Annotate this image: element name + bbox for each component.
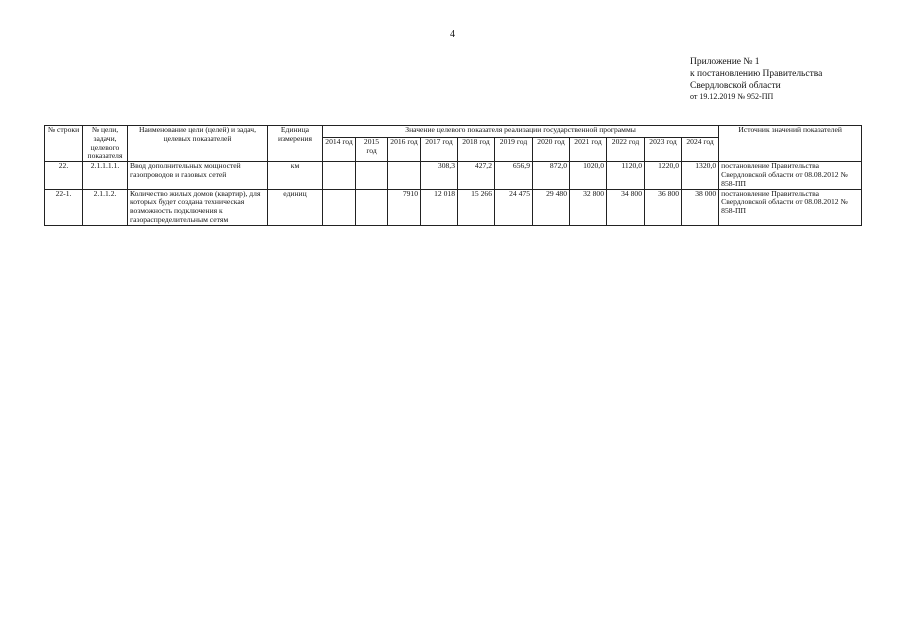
cell-goal-no: 2.1.1.1.1.	[83, 162, 128, 189]
header-year: 2017 год	[421, 138, 458, 162]
cell-value: 29 480	[533, 189, 570, 225]
cell-value	[388, 162, 421, 189]
header-year: 2023 год	[645, 138, 682, 162]
cell-value: 12 018	[421, 189, 458, 225]
header-unit: Единица измерения	[268, 126, 323, 162]
header-goal-no: № цели, задачи, целевого показателя	[83, 126, 128, 162]
header-year: 2016 год	[388, 138, 421, 162]
cell-value: 1220,0	[645, 162, 682, 189]
header-year: 2015 год	[356, 138, 388, 162]
targets-table	[44, 125, 862, 226]
cell-value: 15 266	[458, 189, 495, 225]
header-year: 2021 год	[570, 138, 607, 162]
cell-value: 7910	[388, 189, 421, 225]
cell-value: 1120,0	[607, 162, 645, 189]
cell-name: Ввод дополнительных мощностей газопроводов и газовых сетей	[128, 162, 268, 189]
appendix-header	[690, 56, 890, 102]
appendix-title: Приложение № 1	[690, 57, 760, 67]
appendix-region: Свердловской области	[690, 81, 781, 91]
cell-value: 872,0	[533, 162, 570, 189]
cell-value: 427,2	[458, 162, 495, 189]
header-year: 2024 год	[682, 138, 719, 162]
cell-goal-no: 2.1.1.2.	[83, 189, 128, 225]
cell-value: 1020,0	[570, 162, 607, 189]
header-year: 2020 год	[533, 138, 570, 162]
cell-value: 1320,0	[682, 162, 719, 189]
header-year: 2014 год	[323, 138, 356, 162]
header-year: 2018 год	[458, 138, 495, 162]
cell-row-no: 22.	[45, 162, 83, 189]
cell-value	[323, 189, 356, 225]
cell-row-no: 22-1.	[45, 189, 83, 225]
cell-value: 24 475	[495, 189, 533, 225]
cell-value	[356, 162, 388, 189]
cell-value: 34 800	[607, 189, 645, 225]
cell-value	[356, 189, 388, 225]
cell-value: 36 800	[645, 189, 682, 225]
cell-value: 38 000	[682, 189, 719, 225]
header-year: 2022 год	[607, 138, 645, 162]
table-row	[45, 189, 862, 225]
cell-value: 656,9	[495, 162, 533, 189]
header-source: Источник значений показателей	[719, 126, 862, 162]
header-values-group: Значение целевого показателя реализации государственной программы	[323, 126, 719, 138]
appendix-date: от 19.12.2019 № 952-ПП	[690, 92, 774, 101]
page-number: 4	[450, 29, 455, 40]
header-year: 2019 год	[495, 138, 533, 162]
cell-unit: км	[268, 162, 323, 189]
cell-value: 308,3	[421, 162, 458, 189]
appendix-reference: к постановлению Правительства	[690, 69, 823, 79]
header-row-no: № строки	[45, 126, 83, 162]
cell-value	[323, 162, 356, 189]
cell-name: Количество жилых домов (квартир), для которых будет создана техническая возможность подключения к газораспределительным сетям	[128, 189, 268, 225]
cell-source: постановление Правительства Свердловской области от 08.08.2012 № 858-ПП	[719, 189, 862, 225]
cell-value: 32 800	[570, 189, 607, 225]
cell-unit: единиц	[268, 189, 323, 225]
cell-source: постановление Правительства Свердловской области от 08.08.2012 № 858-ПП	[719, 162, 862, 189]
header-name: Наименование цели (целей) и задач, целевых показателей	[128, 126, 268, 162]
table-row	[45, 162, 862, 189]
